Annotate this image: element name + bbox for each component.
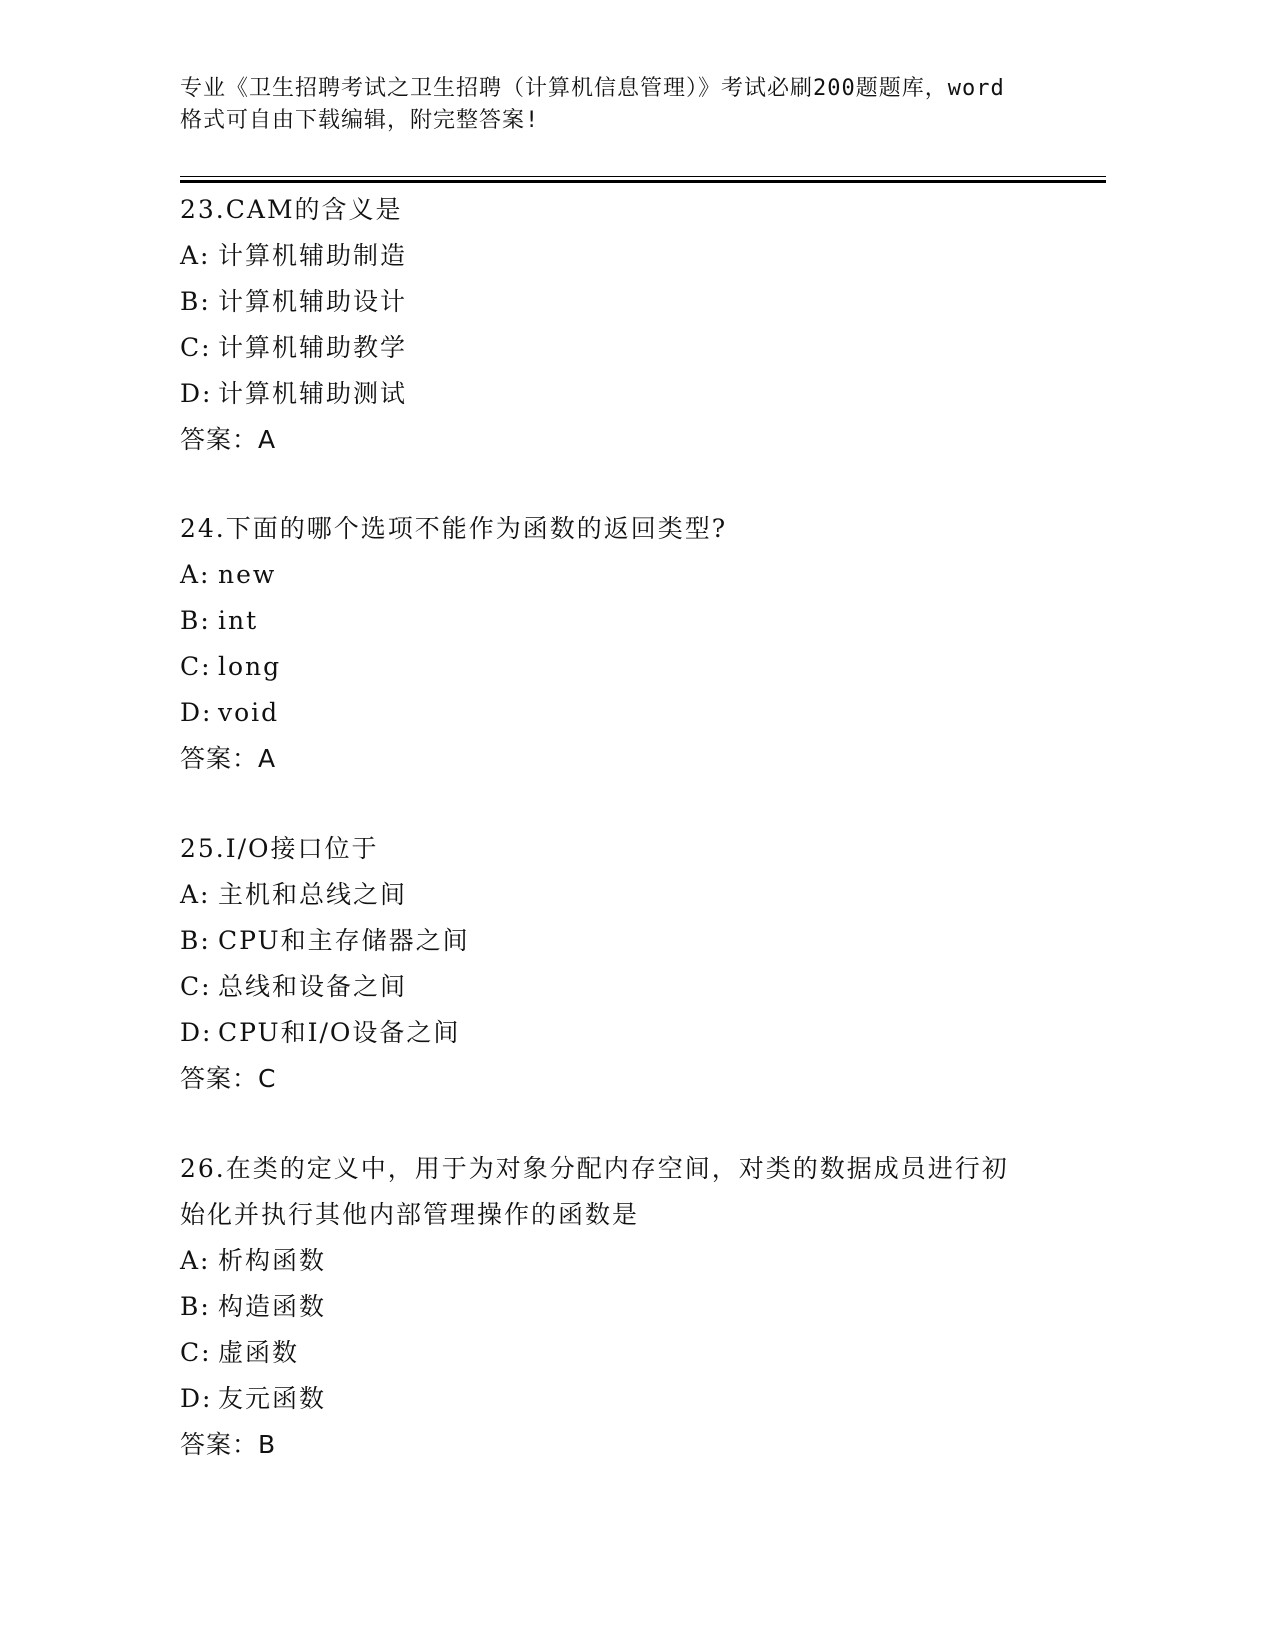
- option-d: [180, 690, 1080, 736]
- option-text: 计算机辅助测试: [218, 379, 408, 408]
- option-letter: D:: [180, 698, 213, 727]
- option-text: 总线和设备之间: [218, 972, 408, 1001]
- answer-line: 答案：C: [180, 1064, 277, 1093]
- header-divider-thick: [180, 180, 1106, 183]
- header-line-1: 专业《卫生招聘考试之卫生招聘（计算机信息管理）》考试必刷200题题库，word: [180, 76, 1005, 101]
- option-text: 计算机辅助设计: [218, 287, 408, 316]
- question-25: [180, 826, 1080, 1102]
- question-stem-line-1: 26.在类的定义中，用于为对象分配内存空间，对类的数据成员进行初: [180, 1154, 1009, 1183]
- option-a: [180, 233, 1080, 279]
- option-letter: B:: [180, 1292, 211, 1321]
- header-note: [180, 73, 1100, 137]
- option-letter: D:: [180, 1018, 213, 1047]
- option-letter: C:: [180, 1338, 212, 1367]
- option-a: [180, 872, 1080, 918]
- option-letter: C:: [180, 333, 212, 362]
- question-23: [180, 187, 1080, 463]
- option-text: 构造函数: [218, 1292, 327, 1321]
- option-text: new: [218, 560, 277, 589]
- option-a: [180, 1238, 1080, 1284]
- option-text: CPU和主存储器之间: [218, 926, 470, 955]
- option-b: [180, 279, 1080, 325]
- header-line-2: 格式可自由下载编辑，附完整答案!: [180, 108, 540, 133]
- answer-line: 答案：A: [180, 744, 277, 773]
- option-b: [180, 1284, 1080, 1330]
- option-letter: D:: [180, 379, 213, 408]
- option-text: 虚函数: [218, 1338, 300, 1367]
- answer-line: 答案：A: [180, 425, 277, 454]
- option-b: [180, 918, 1080, 964]
- question-stem-line-2: 始化并执行其他内部管理操作的函数是: [180, 1200, 640, 1229]
- option-letter: D:: [180, 1384, 213, 1413]
- option-letter: A:: [180, 560, 211, 589]
- question-24: [180, 506, 1080, 782]
- option-text: CPU和I/O设备之间: [218, 1018, 461, 1047]
- question-stem: 25.I/O接口位于: [180, 834, 379, 863]
- option-text: 析构函数: [218, 1246, 327, 1275]
- answer-line: 答案：B: [180, 1430, 277, 1459]
- option-text: long: [218, 652, 282, 681]
- option-d: [180, 1376, 1080, 1422]
- option-b: [180, 598, 1080, 644]
- header-divider-thin: [180, 176, 1106, 177]
- option-letter: B:: [180, 926, 211, 955]
- option-letter: B:: [180, 606, 211, 635]
- question-stem: 24.下面的哪个选项不能作为函数的返回类型?: [180, 514, 728, 543]
- option-text: 友元函数: [218, 1384, 327, 1413]
- option-c: [180, 964, 1080, 1010]
- option-c: [180, 644, 1080, 690]
- question-stem: 23.CAM的含义是: [180, 195, 403, 224]
- option-d: [180, 371, 1080, 417]
- option-text: 计算机辅助制造: [218, 241, 408, 270]
- option-c: [180, 325, 1080, 371]
- option-d: [180, 1010, 1080, 1056]
- option-text: int: [218, 606, 259, 635]
- option-letter: A:: [180, 241, 211, 270]
- question-26: [180, 1146, 1080, 1468]
- option-letter: A:: [180, 880, 211, 909]
- option-letter: C:: [180, 652, 212, 681]
- option-letter: C:: [180, 972, 212, 1001]
- option-a: [180, 552, 1080, 598]
- option-text: 主机和总线之间: [218, 880, 408, 909]
- option-c: [180, 1330, 1080, 1376]
- option-text: 计算机辅助教学: [218, 333, 408, 362]
- option-letter: B:: [180, 287, 211, 316]
- option-text: void: [218, 698, 280, 727]
- option-letter: A:: [180, 1246, 211, 1275]
